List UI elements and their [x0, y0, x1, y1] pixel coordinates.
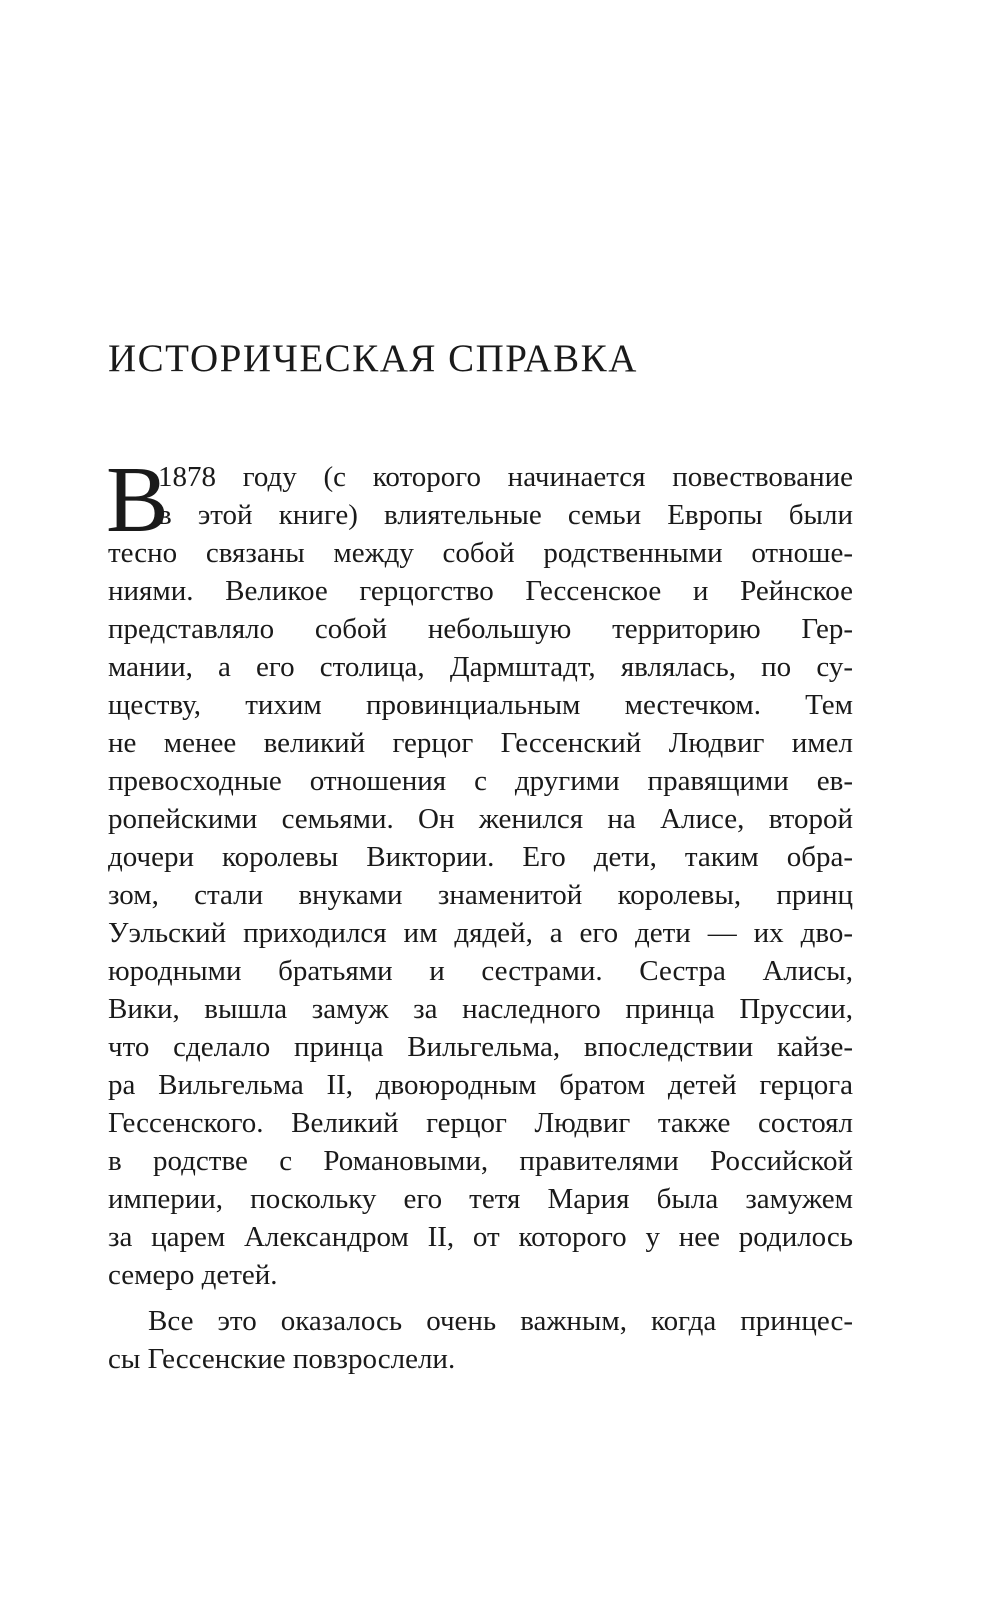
text-line: дочери королевы Виктории. Его дети, таким обра- — [108, 841, 853, 873]
text-line: представляло собой небольшую территорию Гер- — [108, 613, 853, 645]
paragraph-1 — [106, 448, 853, 1294]
text-line: не менее великий герцог Гессенский Людвиг имел — [108, 727, 853, 759]
text-line: юродными братьями и сестрами. Сестра Алисы, — [108, 955, 853, 987]
text-line: Все это оказалось очень важным, когда принцес- — [148, 1305, 853, 1337]
text-line: за царем Александром II, от которого у нее родилось — [108, 1221, 853, 1253]
text-line: в этой книге) влиятельные семьи Европы были — [158, 499, 853, 531]
text-line: империи, поскольку его тетя Мария была замужем — [108, 1183, 853, 1215]
text-line: семеро детей. — [108, 1259, 278, 1291]
text-line: ществу, тихим провинциальным местечком. Тем — [108, 689, 853, 721]
text-line: ра Вильгельма II, двоюродным братом детей герцога — [108, 1069, 853, 1101]
text-line: Уэльский приходился им дядей, а его дети — их дво- — [108, 917, 853, 949]
page-heading: ИСТОРИЧЕСКАЯ СПРАВКА — [108, 337, 638, 380]
text-line: ниями. Великое герцогство Гессенское и Рейнское — [108, 575, 853, 607]
paragraph-2 — [108, 1302, 853, 1378]
drop-cap: В — [106, 448, 169, 552]
text-line: Гессенского. Великий герцог Людвиг также состоял — [108, 1107, 853, 1139]
body-text — [106, 448, 853, 1378]
text-line: в родстве с Романовыми, правителями Российской — [108, 1145, 853, 1177]
text-line: зом, стали внуками знаменитой королевы, принц — [108, 879, 853, 911]
text-line: тесно связаны между собой родственными отноше- — [108, 537, 853, 569]
text-line: что сделало принца Вильгельма, впоследствии кайзе- — [108, 1031, 853, 1063]
text-line: 1878 году (с которого начинается повествование — [158, 461, 853, 493]
text-line: Вики, вышла замуж за наследного принца Пруссии, — [108, 993, 853, 1025]
text-line: превосходные отношения с другими правящими ев- — [108, 765, 853, 797]
text-line: сы Гессенские повзрослели. — [108, 1343, 456, 1375]
text-line: мании, а его столица, Дармштадт, являлась, по су- — [108, 651, 853, 683]
text-line: ропейскими семьями. Он женился на Алисе, второй — [108, 803, 853, 835]
paragraph-gap — [108, 1294, 853, 1302]
